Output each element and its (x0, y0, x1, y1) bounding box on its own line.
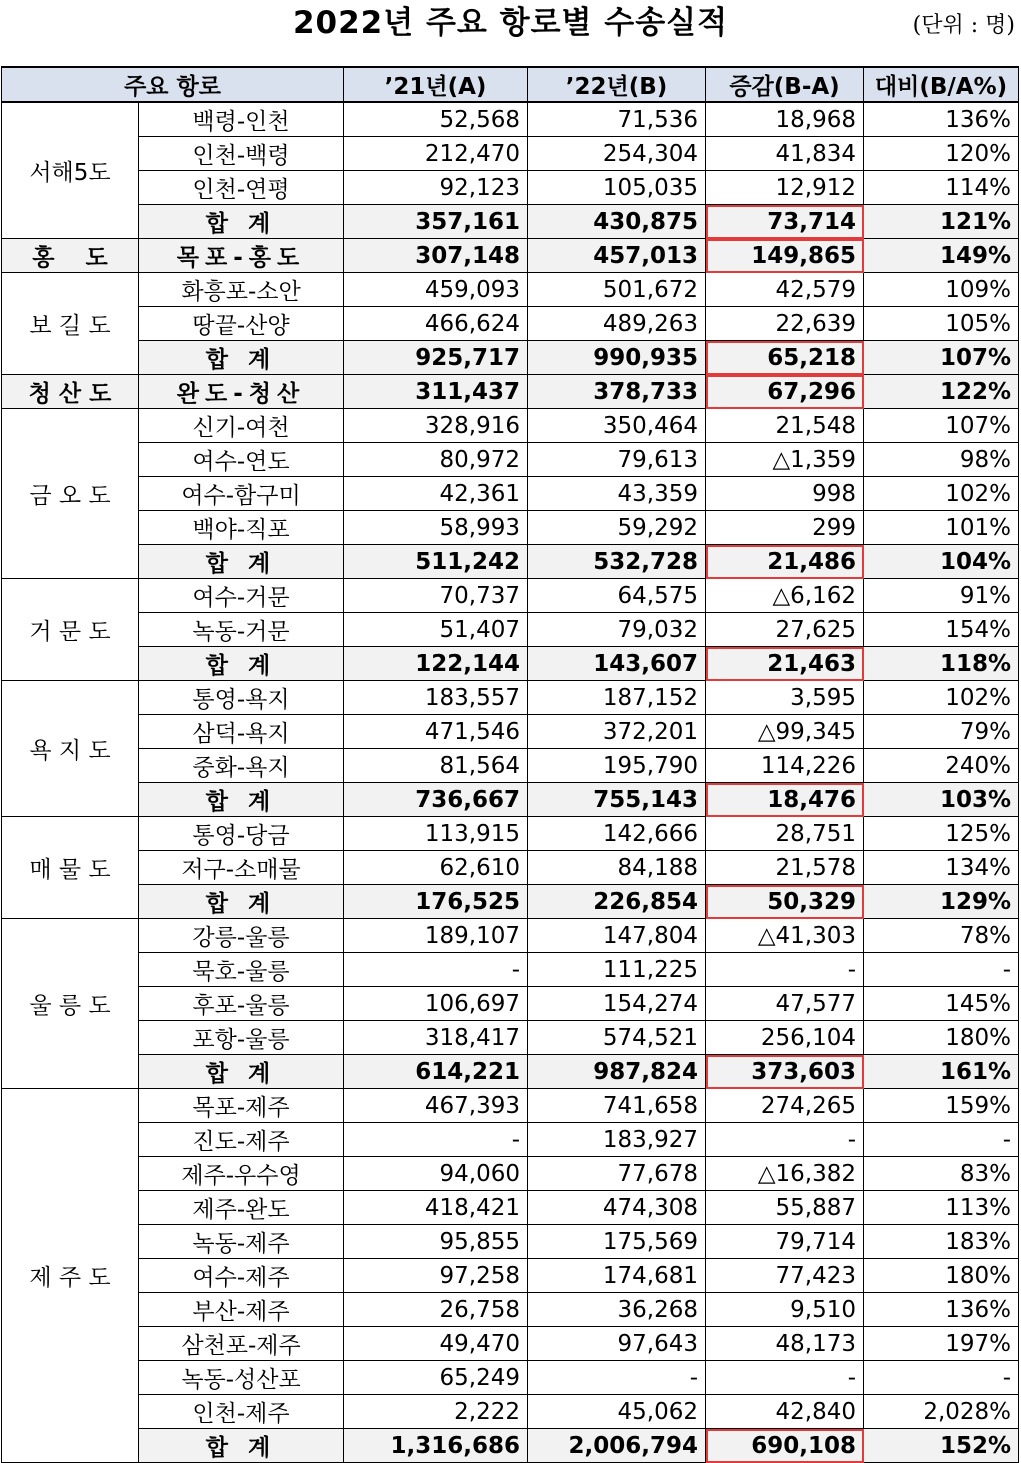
value-ratio: 149% (864, 239, 1019, 273)
value-2022: 574,521 (528, 1021, 706, 1055)
value-diff: 42,579 (706, 273, 864, 307)
value-2022: 45,062 (528, 1395, 706, 1429)
table-row (2, 273, 1019, 307)
value-2022: 195,790 (528, 749, 706, 783)
route-name: 묵호-울릉 (139, 953, 344, 987)
value-2021: - (344, 953, 528, 987)
table-row (2, 1361, 1019, 1395)
value-2021: 736,667 (344, 783, 528, 817)
value-diff: 3,595 (706, 681, 864, 715)
route-name: 후포-울릉 (139, 987, 344, 1021)
table-row (2, 511, 1019, 545)
value-ratio: 180% (864, 1021, 1019, 1055)
value-diff: 18,968 (706, 102, 864, 137)
value-2021: 328,916 (344, 409, 528, 443)
value-2022: 501,672 (528, 273, 706, 307)
value-2022: 489,263 (528, 307, 706, 341)
route-name: 합 계 (139, 885, 344, 919)
region-name: 서해5도 (2, 102, 139, 239)
table-row (2, 443, 1019, 477)
value-2022: 474,308 (528, 1191, 706, 1225)
table-row (2, 851, 1019, 885)
route-name: 진도-제주 (139, 1123, 344, 1157)
value-2022: 111,225 (528, 953, 706, 987)
value-2021: 26,758 (344, 1293, 528, 1327)
route-name: 합 계 (139, 205, 344, 239)
value-diff: 274,265 (706, 1089, 864, 1123)
value-ratio: 101% (864, 511, 1019, 545)
value-2022: 147,804 (528, 919, 706, 953)
value-2021: 65,249 (344, 1361, 528, 1395)
value-2022: 254,304 (528, 137, 706, 171)
table-total-row (2, 885, 1019, 919)
value-ratio: 136% (864, 102, 1019, 137)
value-2022: 97,643 (528, 1327, 706, 1361)
value-diff: 47,577 (706, 987, 864, 1021)
value-diff: 28,751 (706, 817, 864, 851)
route-name: 백야-직포 (139, 511, 344, 545)
header-ratio: 대비(B/A%) (864, 67, 1019, 102)
table-row (2, 681, 1019, 715)
value-ratio: 122% (864, 375, 1019, 409)
value-2021: 176,525 (344, 885, 528, 919)
value-ratio: 197% (864, 1327, 1019, 1361)
route-name: 강릉-울릉 (139, 919, 344, 953)
value-ratio: 105% (864, 307, 1019, 341)
value-2022: 71,536 (528, 102, 706, 137)
route-name: 신기-여천 (139, 409, 344, 443)
value-diff: 256,104 (706, 1021, 864, 1055)
value-ratio: 134% (864, 851, 1019, 885)
value-2022: 430,875 (528, 205, 706, 239)
value-ratio: 129% (864, 885, 1019, 919)
value-2021: 122,144 (344, 647, 528, 681)
value-ratio: 152% (864, 1429, 1019, 1463)
value-diff: 73,714 (706, 205, 864, 239)
table-total-row (2, 783, 1019, 817)
value-diff: 41,834 (706, 137, 864, 171)
value-2022: 43,359 (528, 477, 706, 511)
value-ratio: 180% (864, 1259, 1019, 1293)
route-name: 녹동-성산포 (139, 1361, 344, 1395)
value-diff: 18,476 (706, 783, 864, 817)
route-name: 백령-인천 (139, 102, 344, 137)
value-ratio: - (864, 1361, 1019, 1395)
route-name: 제주-우수영 (139, 1157, 344, 1191)
value-diff: 55,887 (706, 1191, 864, 1225)
value-ratio: 79% (864, 715, 1019, 749)
value-diff: 50,329 (706, 885, 864, 919)
value-2022: 187,152 (528, 681, 706, 715)
route-name: 인천-제주 (139, 1395, 344, 1429)
value-2022: 987,824 (528, 1055, 706, 1089)
value-diff: 299 (706, 511, 864, 545)
value-2021: 511,242 (344, 545, 528, 579)
value-2021: 92,123 (344, 171, 528, 205)
unit-note: (단위 : 명) (912, 13, 1015, 38)
value-2021: 311,437 (344, 375, 528, 409)
route-name: 합 계 (139, 647, 344, 681)
value-2022: 372,201 (528, 715, 706, 749)
value-2021: 418,421 (344, 1191, 528, 1225)
value-2022: 59,292 (528, 511, 706, 545)
value-2021: 58,993 (344, 511, 528, 545)
table-total-row (2, 1055, 1019, 1089)
table-total-row (2, 341, 1019, 375)
route-name: 목포-제주 (139, 1089, 344, 1123)
value-2021: 70,737 (344, 579, 528, 613)
route-name: 통영-욕지 (139, 681, 344, 715)
table-row (2, 1157, 1019, 1191)
table-row (2, 477, 1019, 511)
value-2022: 2,006,794 (528, 1429, 706, 1463)
table-row (2, 1225, 1019, 1259)
value-ratio: 125% (864, 817, 1019, 851)
route-name: 여수-연도 (139, 443, 344, 477)
value-2022: 79,613 (528, 443, 706, 477)
route-name: 목포-홍도 (139, 239, 344, 273)
table-row (2, 1191, 1019, 1225)
value-2021: 471,546 (344, 715, 528, 749)
route-name: 여수-함구미 (139, 477, 344, 511)
value-diff: 149,865 (706, 239, 864, 273)
value-diff: △41,303 (706, 919, 864, 953)
route-name: 포항-울릉 (139, 1021, 344, 1055)
table-row (2, 987, 1019, 1021)
value-2022: 142,666 (528, 817, 706, 851)
table-row (2, 579, 1019, 613)
value-diff: 67,296 (706, 375, 864, 409)
value-ratio: 120% (864, 137, 1019, 171)
table-total-row (2, 375, 1019, 409)
value-2021: 106,697 (344, 987, 528, 1021)
value-diff: 77,423 (706, 1259, 864, 1293)
route-name: 화흥포-소안 (139, 273, 344, 307)
value-ratio: - (864, 953, 1019, 987)
table-row (2, 817, 1019, 851)
region-name: 홍 도 (2, 239, 139, 273)
table-body (2, 102, 1019, 1463)
value-2022: 36,268 (528, 1293, 706, 1327)
value-2021: 95,855 (344, 1225, 528, 1259)
value-2022: 183,927 (528, 1123, 706, 1157)
value-2022: 154,274 (528, 987, 706, 1021)
value-2022: 84,188 (528, 851, 706, 885)
route-name: 삼천포-제주 (139, 1327, 344, 1361)
value-diff: 42,840 (706, 1395, 864, 1429)
table-total-row (2, 239, 1019, 273)
value-2022: 175,569 (528, 1225, 706, 1259)
region-name: 보 길 도 (2, 273, 139, 375)
value-2022: 226,854 (528, 885, 706, 919)
value-2021: 49,470 (344, 1327, 528, 1361)
value-2022: 174,681 (528, 1259, 706, 1293)
route-name: 땅끝-산양 (139, 307, 344, 341)
value-diff: 22,639 (706, 307, 864, 341)
table-row (2, 1395, 1019, 1429)
value-diff: 21,578 (706, 851, 864, 885)
table-total-row (2, 205, 1019, 239)
value-2022: 77,678 (528, 1157, 706, 1191)
value-2022: 350,464 (528, 409, 706, 443)
value-2021: 80,972 (344, 443, 528, 477)
route-name: 여수-거문 (139, 579, 344, 613)
value-diff: - (706, 1361, 864, 1395)
value-diff: 65,218 (706, 341, 864, 375)
route-name: 중화-욕지 (139, 749, 344, 783)
value-diff: 48,173 (706, 1327, 864, 1361)
value-diff: 21,548 (706, 409, 864, 443)
table-row (2, 919, 1019, 953)
value-diff: - (706, 953, 864, 987)
table-row (2, 171, 1019, 205)
route-name: 녹동-거문 (139, 613, 344, 647)
value-ratio: 83% (864, 1157, 1019, 1191)
value-ratio: 102% (864, 681, 1019, 715)
route-name: 합 계 (139, 341, 344, 375)
value-diff: 373,603 (706, 1055, 864, 1089)
value-diff: △1,359 (706, 443, 864, 477)
header-2021: ’21년(A) (344, 67, 528, 102)
value-2021: 318,417 (344, 1021, 528, 1055)
value-diff: 690,108 (706, 1429, 864, 1463)
value-ratio: 154% (864, 613, 1019, 647)
table-total-row (2, 647, 1019, 681)
value-diff: 79,714 (706, 1225, 864, 1259)
route-name: 부산-제주 (139, 1293, 344, 1327)
table-total-row (2, 545, 1019, 579)
value-ratio: 118% (864, 647, 1019, 681)
value-diff: 27,625 (706, 613, 864, 647)
header-diff: 증감(B-A) (706, 67, 864, 102)
region-name: 거 문 도 (2, 579, 139, 681)
header-2022: ’22년(B) (528, 67, 706, 102)
table-row (2, 749, 1019, 783)
value-ratio: 113% (864, 1191, 1019, 1225)
route-name: 통영-당금 (139, 817, 344, 851)
value-2022: 457,013 (528, 239, 706, 273)
value-diff: 21,486 (706, 545, 864, 579)
value-2022: - (528, 1361, 706, 1395)
route-name: 녹동-제주 (139, 1225, 344, 1259)
table-row (2, 1293, 1019, 1327)
region-name: 청 산 도 (2, 375, 139, 409)
value-2021: 42,361 (344, 477, 528, 511)
value-ratio: 159% (864, 1089, 1019, 1123)
table-row (2, 1089, 1019, 1123)
route-name: 합 계 (139, 1429, 344, 1463)
route-name: 제주-완도 (139, 1191, 344, 1225)
value-2021: 459,093 (344, 273, 528, 307)
value-2022: 79,032 (528, 613, 706, 647)
table-header-row (2, 67, 1019, 102)
value-ratio: 104% (864, 545, 1019, 579)
value-ratio: 161% (864, 1055, 1019, 1089)
table-row (2, 1327, 1019, 1361)
value-2021: 357,161 (344, 205, 528, 239)
value-2021: 307,148 (344, 239, 528, 273)
value-ratio: 98% (864, 443, 1019, 477)
table-row (2, 1021, 1019, 1055)
route-name: 합 계 (139, 545, 344, 579)
value-2021: 212,470 (344, 137, 528, 171)
value-ratio: 240% (864, 749, 1019, 783)
table-row (2, 715, 1019, 749)
value-ratio: 109% (864, 273, 1019, 307)
value-2021: 52,568 (344, 102, 528, 137)
value-ratio: 145% (864, 987, 1019, 1021)
route-name: 인천-연평 (139, 171, 344, 205)
route-name: 여수-제주 (139, 1259, 344, 1293)
value-2021: 925,717 (344, 341, 528, 375)
value-ratio: 91% (864, 579, 1019, 613)
value-diff: 12,912 (706, 171, 864, 205)
value-2021: 94,060 (344, 1157, 528, 1191)
value-2022: 143,607 (528, 647, 706, 681)
value-ratio: 2,028% (864, 1395, 1019, 1429)
value-diff: 9,510 (706, 1293, 864, 1327)
value-2022: 741,658 (528, 1089, 706, 1123)
region-name: 욕 지 도 (2, 681, 139, 817)
value-ratio: 107% (864, 341, 1019, 375)
value-diff: 114,226 (706, 749, 864, 783)
ferry-route-table (1, 66, 1019, 1463)
value-ratio: 136% (864, 1293, 1019, 1327)
route-name: 합 계 (139, 1055, 344, 1089)
region-name: 금 오 도 (2, 409, 139, 579)
value-2021: 467,393 (344, 1089, 528, 1123)
value-2022: 532,728 (528, 545, 706, 579)
region-name: 매 물 도 (2, 817, 139, 919)
value-ratio: - (864, 1123, 1019, 1157)
value-2021: 466,624 (344, 307, 528, 341)
value-ratio: 114% (864, 171, 1019, 205)
route-name: 저구-소매물 (139, 851, 344, 885)
value-2022: 990,935 (528, 341, 706, 375)
value-2021: 97,258 (344, 1259, 528, 1293)
table-row (2, 613, 1019, 647)
value-diff: 998 (706, 477, 864, 511)
value-diff: 21,463 (706, 647, 864, 681)
table-row (2, 1123, 1019, 1157)
value-2022: 105,035 (528, 171, 706, 205)
value-diff: △16,382 (706, 1157, 864, 1191)
value-ratio: 102% (864, 477, 1019, 511)
region-name: 울 릉 도 (2, 919, 139, 1089)
value-ratio: 183% (864, 1225, 1019, 1259)
table-total-row (2, 1429, 1019, 1463)
value-2021: - (344, 1123, 528, 1157)
value-diff: △6,162 (706, 579, 864, 613)
header-route: 주요 항로 (2, 67, 344, 102)
value-2021: 183,557 (344, 681, 528, 715)
value-diff: - (706, 1123, 864, 1157)
value-2021: 614,221 (344, 1055, 528, 1089)
value-2022: 64,575 (528, 579, 706, 613)
region-name: 제 주 도 (2, 1089, 139, 1463)
table-row (2, 1259, 1019, 1293)
value-ratio: 107% (864, 409, 1019, 443)
value-2021: 81,564 (344, 749, 528, 783)
value-diff: △99,345 (706, 715, 864, 749)
value-2022: 378,733 (528, 375, 706, 409)
page-title: 2022년 주요 항로별 수송실적 (292, 5, 729, 41)
route-name: 완도-청산 (139, 375, 344, 409)
route-name: 합 계 (139, 783, 344, 817)
table-row (2, 409, 1019, 443)
value-2021: 51,407 (344, 613, 528, 647)
table-row (2, 137, 1019, 171)
value-ratio: 121% (864, 205, 1019, 239)
table-row (2, 102, 1019, 137)
value-2021: 1,316,686 (344, 1429, 528, 1463)
route-name: 삼덕-욕지 (139, 715, 344, 749)
table-row (2, 307, 1019, 341)
value-2021: 2,222 (344, 1395, 528, 1429)
value-ratio: 78% (864, 919, 1019, 953)
value-2022: 755,143 (528, 783, 706, 817)
value-2021: 62,610 (344, 851, 528, 885)
value-ratio: 103% (864, 783, 1019, 817)
table-row (2, 953, 1019, 987)
route-name: 인천-백령 (139, 137, 344, 171)
value-2021: 189,107 (344, 919, 528, 953)
value-2021: 113,915 (344, 817, 528, 851)
